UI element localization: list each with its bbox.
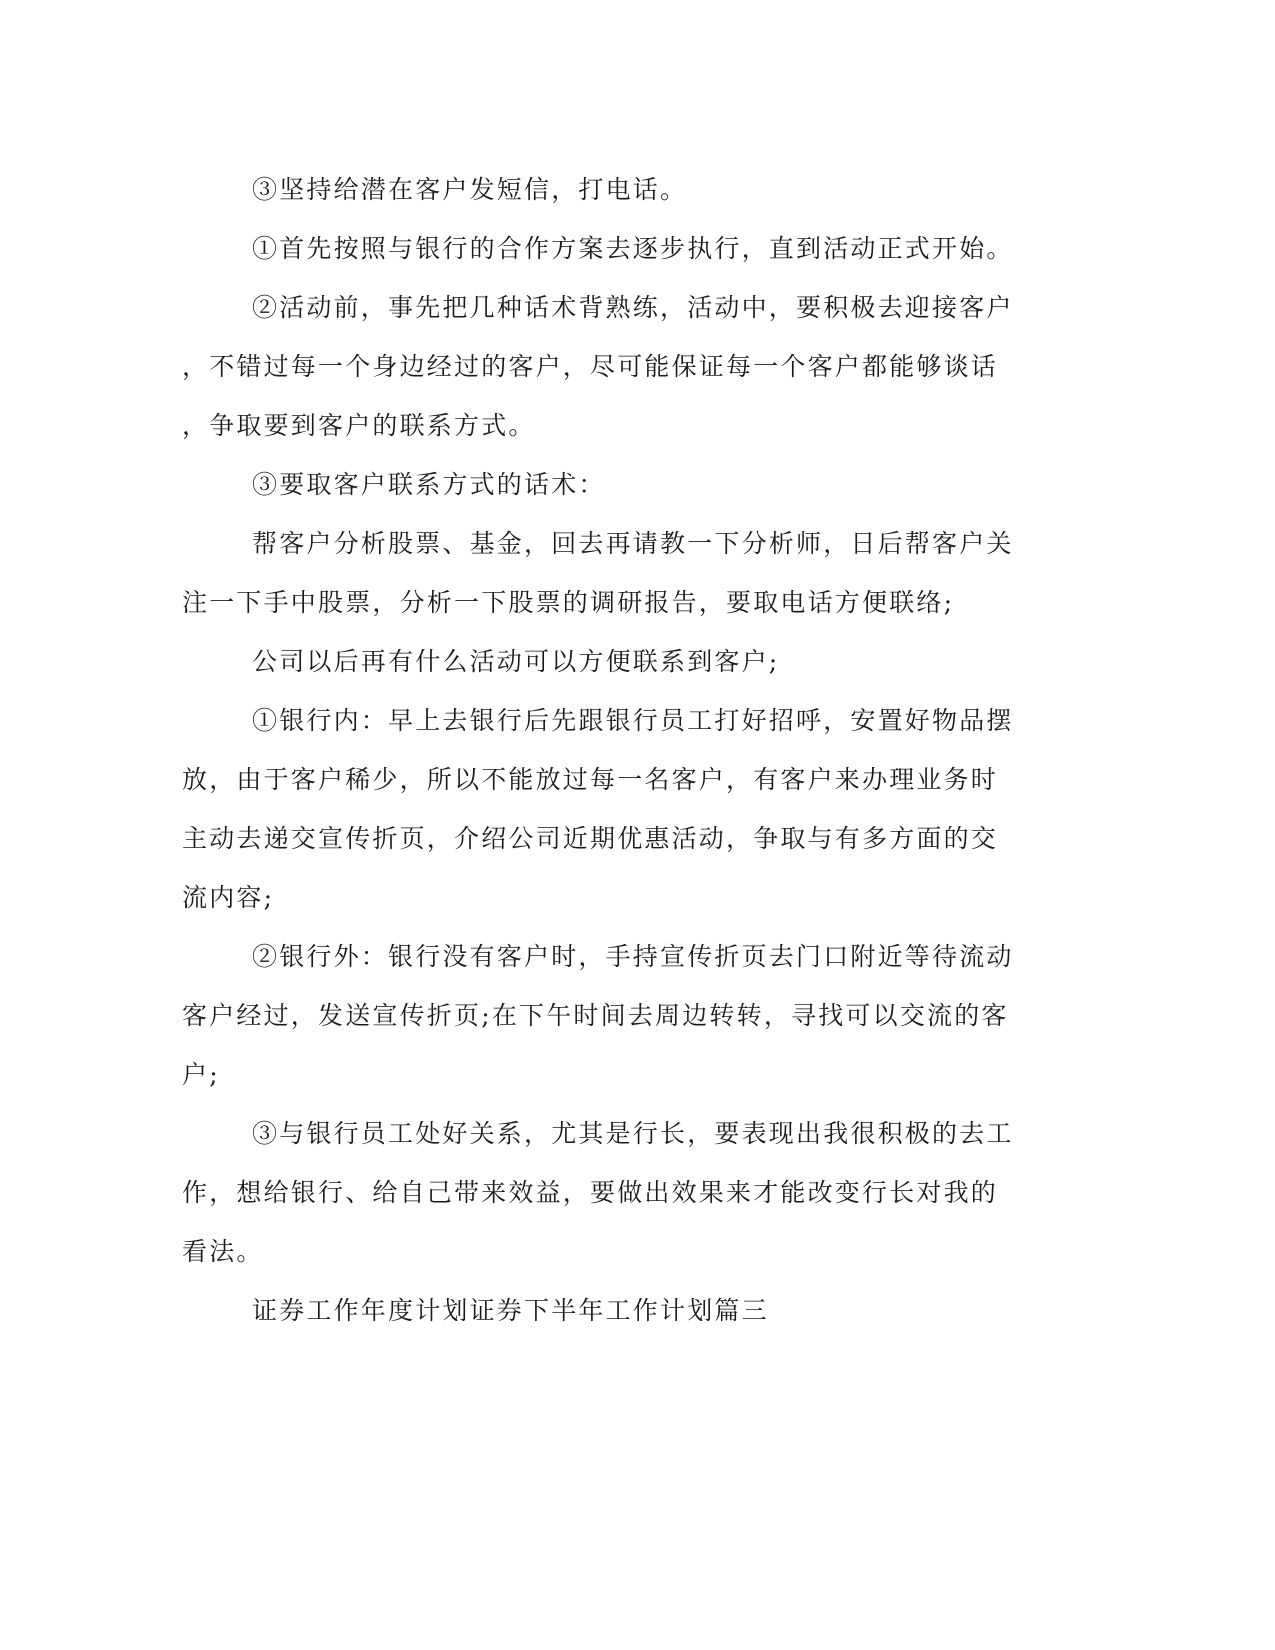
paragraph-line: ①首先按照与银行的合作方案去逐步执行，直到活动正式开始。: [252, 234, 1014, 263]
paragraph-line: 公司以后再有什么活动可以方便联系到客户;: [252, 647, 780, 676]
document-body: [182, 160, 1037, 1340]
paragraph-line: 主动去递交宣传折页，介绍公司近期优惠活动，争取与有多方面的交: [182, 824, 999, 853]
paragraph-line: ②活动前，事先把几种话术背熟练，活动中，要积极去迎接客户: [252, 293, 1014, 322]
paragraph-line: 放，由于客户稀少，所以不能放过每一名客户，有客户来办理业务时: [182, 765, 999, 794]
paragraph-line: 帮客户分析股票、基金，回去再请教一下分析师，日后帮客户关: [252, 529, 1014, 558]
paragraph-line: 流内容;: [182, 883, 275, 912]
paragraph-line: ，不错过每一个身边经过的客户，尽可能保证每一个客户都能够谈话: [182, 352, 999, 381]
paragraph-line: 户;: [182, 1060, 220, 1089]
paragraph-line: 客户经过，发送宣传折页;在下午时间去周边转转，寻找可以交流的客: [182, 1001, 1009, 1030]
section-heading: 证券工作年度计划证券下半年工作计划篇三: [252, 1296, 769, 1325]
paragraph-line: 作，想给银行、给自己带来效益，要做出效果来才能改变行长对我的: [182, 1178, 999, 1207]
paragraph-line: 注一下手中股票，分析一下股票的调研报告，要取电话方便联络;: [182, 588, 955, 617]
paragraph-line: ，争取要到客户的联系方式。: [182, 411, 536, 440]
paragraph-line: ③要取客户联系方式的话术：: [252, 470, 606, 499]
paragraph-line: ②银行外：银行没有客户时，手持宣传折页去门口附近等待流动: [252, 942, 1014, 971]
paragraph-line: ③与银行员工处好关系，尤其是行长，要表现出我很积极的去工: [252, 1119, 1014, 1148]
paragraph-line: 看法。: [182, 1237, 264, 1266]
paragraph-line: ①银行内：早上去银行后先跟银行员工打好招呼，安置好物品摆: [252, 706, 1014, 735]
paragraph-line: ③坚持给潜在客户发短信，打电话。: [252, 175, 688, 204]
